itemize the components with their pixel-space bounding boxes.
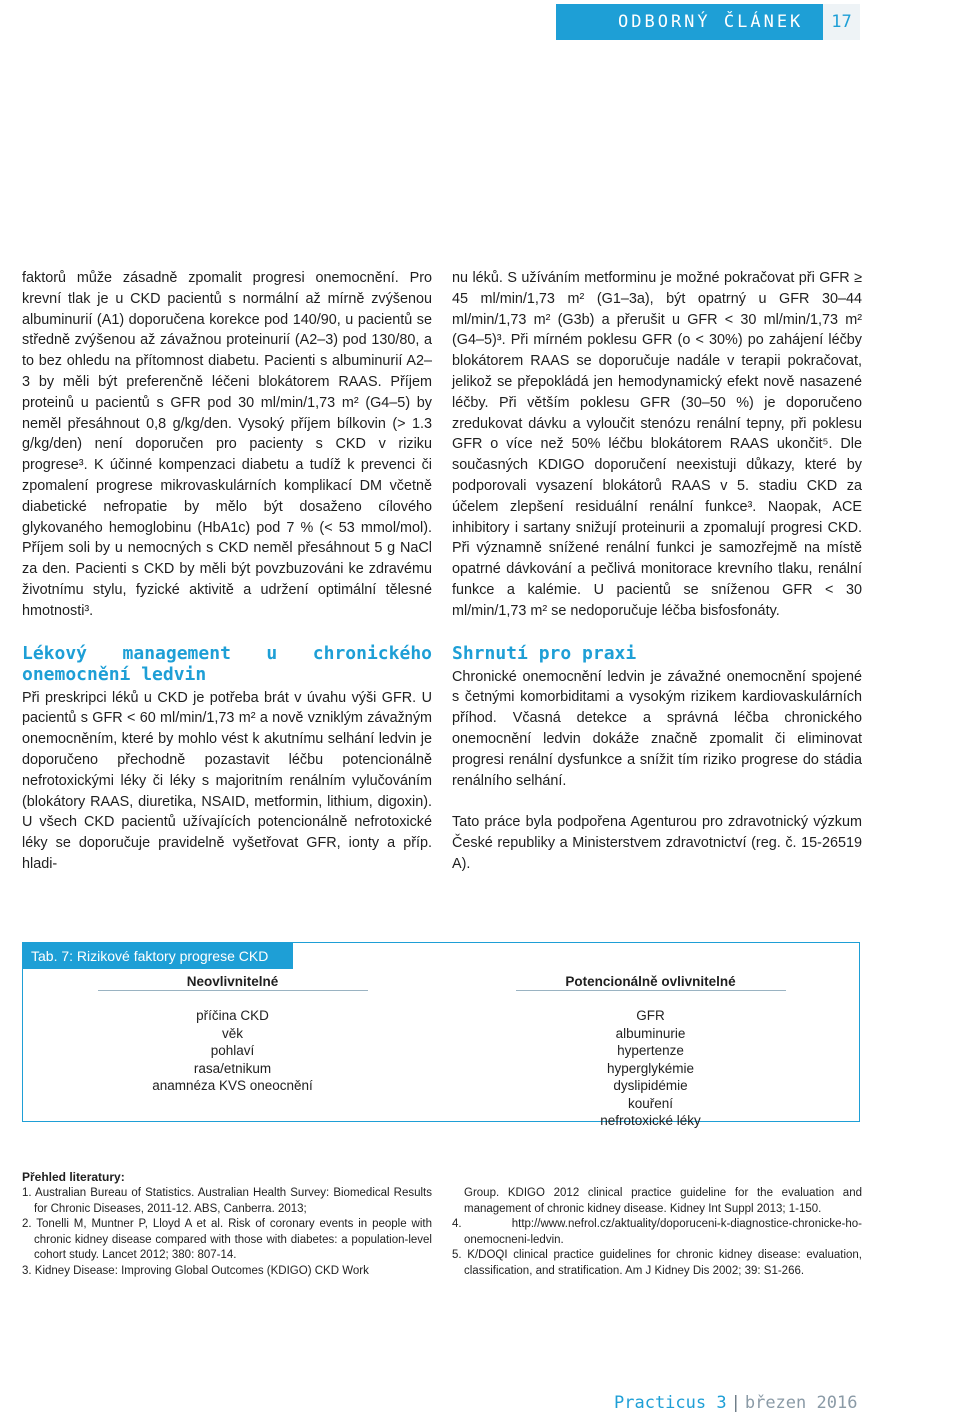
table-item: kouření	[627, 1095, 674, 1111]
journal-name: Practicus 3	[614, 1393, 727, 1413]
left-column	[22, 268, 432, 875]
table-item: anamnéza KVS oneocnění	[152, 1078, 313, 1093]
table-item: GFR	[636, 1008, 665, 1023]
section-paragraph: Při preskripci léků u CKD je potřeba brát v úvahu výši GFR. U pacientů s GFR < 60 ml/min/1,73 m² a nově vzniklým závažným onemocněním, které by mohlo vést k akutnímu selhání ledvin je doporučeno přechodně pozastavit léčbu potencionálně nefrotoxickými léky či léky s majoritním renálním vylučováním (blokátory RAAS, diuretika, NSAID, metformin, lithium, digoxin). U všech CKD pacientů užívajících potencionálně nefrotoxické léky se doporučuje pravidelně vyšetřovat GFR, ionty a příp. hladi-	[22, 689, 432, 872]
table-item: hyperglykémie	[606, 1060, 695, 1076]
reference-item: 5. K/DOQI clinical practice guidelines for chronic kidney disease: evaluation, classification, and stratification. Am J Kidney Dis 2002; 39: S1-266.	[452, 1249, 862, 1277]
reference-item: 1. Australian Bureau of Statistics. Australian Health Survey: Biomedical Results for Chronic Diseases, 2011-12. ABS, Canberra. 2013;	[22, 1187, 432, 1215]
table-item: dyslipidémie	[613, 1078, 688, 1093]
summary-paragraph: Chronické onemocnění ledvin je závažné onemocnění spojené s četnými komorbiditami a vysokým rizikem kardiovaskulárních příhod. Včasná detekce a správná léčba chronického onemocnění ledvin dokáže značně zpomalit či eliminovat progresi renální dysfunkce a snížit tím riziko progrese do stádia renálního selhání.	[452, 668, 862, 789]
table-column-header: Potencionálně ovlivnitelné	[516, 969, 786, 991]
table-column-header: Neovlivnitelné	[98, 969, 368, 991]
right-column	[452, 268, 862, 875]
table-item: pohlaví	[210, 1043, 255, 1058]
table-item: nefrotoxické léky	[600, 1113, 701, 1128]
risk-factors-table	[22, 942, 860, 1128]
references-right	[452, 1186, 862, 1280]
funding-paragraph: Tato práce byla podpořena Agenturou pro zdravotnický výzkum České republiky a Ministerstvem zdravotnictví (reg. č. 15-26519 A).	[452, 814, 862, 872]
table-column-non-modifiable	[23, 969, 442, 1095]
table-caption: Tab. 7: Rizikové faktory progrese CKD	[23, 943, 293, 969]
issue-date: březen 2016	[744, 1393, 858, 1413]
section-header	[556, 4, 860, 40]
table-item: věk	[221, 1025, 243, 1041]
table-column-items	[23, 1007, 442, 1095]
section-heading: Lékový management u chronického onemocnění ledvin	[22, 642, 432, 685]
page-footer	[614, 1393, 857, 1413]
reference-item: 3. Kidney Disease: Improving Global Outcomes (KDIGO) CKD Work	[22, 1264, 369, 1277]
page-number: 17	[823, 4, 860, 40]
table-item: albuminurie	[615, 1025, 686, 1041]
reference-item: 2. Tonelli M, Muntner P, Lloyd A et al. Risk of coronary events in people with chronic kidney disease compared with those with diabetes: a population-level cohort study. Lancet 2012; 380: 807-14.	[22, 1218, 432, 1262]
intro-paragraph: faktorů může zásadně zpomalit progresi onemocnění. Pro krevní tlak je u CKD pacientů s normální až mírně zvýšenou albuminurií (A1) doporučena korekce pod 140/90, u pacientů se středně zvýšenou až závažnou proteinurií (A2–3) pod 130/80, a to bez ohledu na přítomnost diabetu. Pacienti s albuminurií A2–3 by měli být preferenčně léčeni blokátorem RAAS. Příjem proteinů u pacientů s GFR pod 30 ml/min/1,73 m² (G4–5) by neměl přesáhnout 0,8 g/kg/den. Vysoký příjem bílkovin (> 1.3 g/kg/den) není doporučen pro pacienty s CKD v riziku progrese³. K účinné kompenzaci diabetu a tudíž k prevenci či zpomalení progrese mikrovaskulárních komplikací DM včetně diabetické nefropatie by mělo být dosaženo cílového glykovaného hemoglobinu (HbA1c) pod 7 % (< 53 mmol/mol). Příjem soli by u nemocných s CKD neměl přesáhnout 5 g NaCl za den. Pacienti s CKD by měli být povzbuzováni ke zdravému životnímu stylu, fyzické aktivitě a udržení optimální tělesné hmotnosti³.	[22, 270, 432, 619]
reference-item: Group. KDIGO 2012 clinical practice guideline for the evaluation and management of chronic kidney disease. Kidney Int Suppl 2013; 1-150.	[464, 1187, 862, 1215]
continuation-paragraph: nu léků. S užíváním metforminu je možné pokračovat při GFR ≥ 45 ml/min/1,73 m² (G1–3a), být opatrný u GFR 30–44 ml/min/1,73 m² (G3b) a přerušit u GFR < 30 ml/min/1,73 m² (G4–5)³. Při mírném poklesu GFR (o < 30%) po zahájení léčby blokátorem RAAS se doporučuje nadále v terapii pokračovat, jelikož se přepokládá jen hemodynamický efekt nově nasazené léčby. Při větším poklesu GFR (30–50 %) je doporučeno zredukovat dávku a vyloučit stenózu renální tepny, při poklesu GFR o více než 50% léčbu blokátorem RAAS ukončit⁵. Dle současných KDIGO doporučení neexistuji důkazy, které by podporovali vysazení blokátorů RAAS v 5. stadiu CKD za účelem zlepšení residuální renální funkce³. Naopak, ACE inhibitory i sartany snižují proteinurii a zpomalují progresi CKD. Při významně snížené renální funkci je samozřejmě na místě opatrné dávkování a pečlivá monitorace krevního tlaku, renální funkce a kalémie. U pacientů se sníženou GFR < 30 ml/min/1,73 m² se nedoporučuje léčba bisfosfonáty.	[452, 270, 862, 619]
references-heading: Přehled literatury:	[22, 1170, 125, 1184]
table-item: hypertenze	[617, 1043, 684, 1058]
table-column-items	[442, 1007, 859, 1130]
footer-separator: |	[730, 1393, 741, 1413]
table-column-modifiable	[442, 969, 859, 1130]
table-item: rasa/etnikum	[193, 1060, 272, 1076]
section-title: ODBORNÝ ČLÁNEK	[618, 12, 804, 32]
table-item: příčina CKD	[196, 1008, 269, 1023]
references-left	[22, 1186, 432, 1280]
reference-item: 4. http://www.nefrol.cz/aktuality/doporuceni-k-diagnostice-chronicke-ho-onemocneni-ledvin.	[452, 1218, 862, 1246]
summary-heading: Shrnutí pro praxi	[452, 642, 637, 664]
